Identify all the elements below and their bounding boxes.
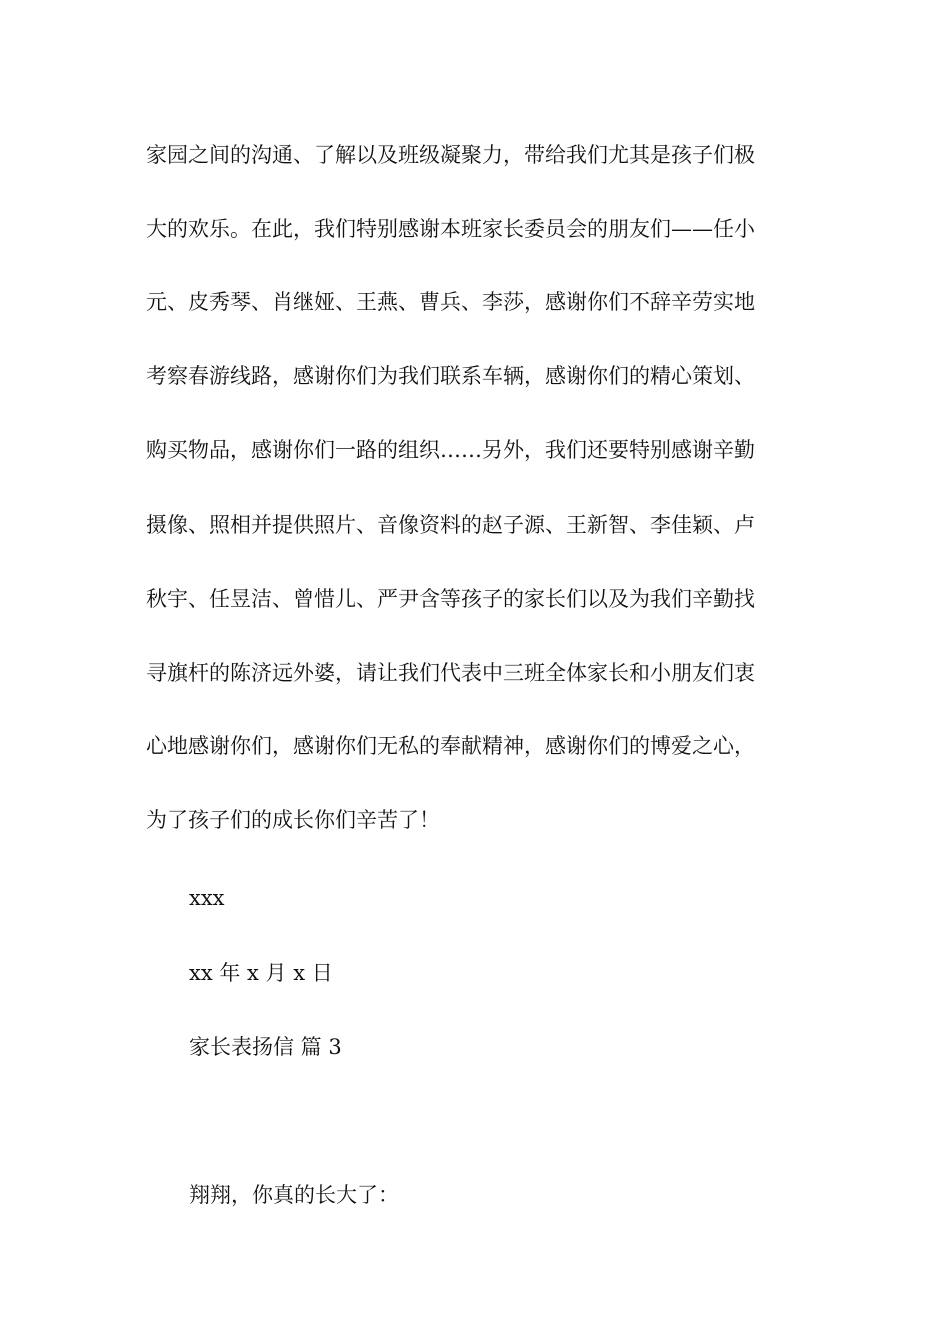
section-title: 家长表扬信 篇 3 bbox=[189, 1035, 342, 1059]
body-line-7: 秋宇、任昱洁、曾惜儿、严尹含等孩子的家长们以及为我们辛勤找 bbox=[146, 587, 755, 611]
body-line-10: 为了孩子们的成长你们辛苦了！ bbox=[146, 808, 440, 832]
body-line-4: 考察春游线路，感谢你们为我们联系车辆，感谢你们的精心策划、 bbox=[146, 364, 755, 388]
body-line-6: 摄像、照相并提供照片、音像资料的赵子源、王新智、李佳颖、卢 bbox=[146, 513, 755, 537]
greeting: 翔翔，你真的长大了： bbox=[189, 1183, 399, 1207]
signature: xxx bbox=[189, 886, 225, 910]
body-line-3: 元、皮秀琴、肖继娅、王燕、曹兵、李莎，感谢你们不辞辛劳实地 bbox=[146, 290, 755, 314]
date: xx 年 x 月 x 日 bbox=[189, 961, 333, 985]
body-line-1: 家园之间的沟通、了解以及班级凝聚力，带给我们尤其是孩子们极 bbox=[146, 143, 755, 167]
body-line-8: 寻旗杆的陈济远外婆，请让我们代表中三班全体家长和小朋友们衷 bbox=[146, 661, 755, 685]
body-line-2: 大的欢乐。在此，我们特别感谢本班家长委员会的朋友们——任小 bbox=[146, 217, 755, 241]
body-line-9: 心地感谢你们，感谢你们无私的奉献精神，感谢你们的博爱之心， bbox=[146, 734, 755, 758]
body-line-5: 购买物品，感谢你们一路的组织……另外，我们还要特别感谢辛勤 bbox=[146, 438, 755, 462]
